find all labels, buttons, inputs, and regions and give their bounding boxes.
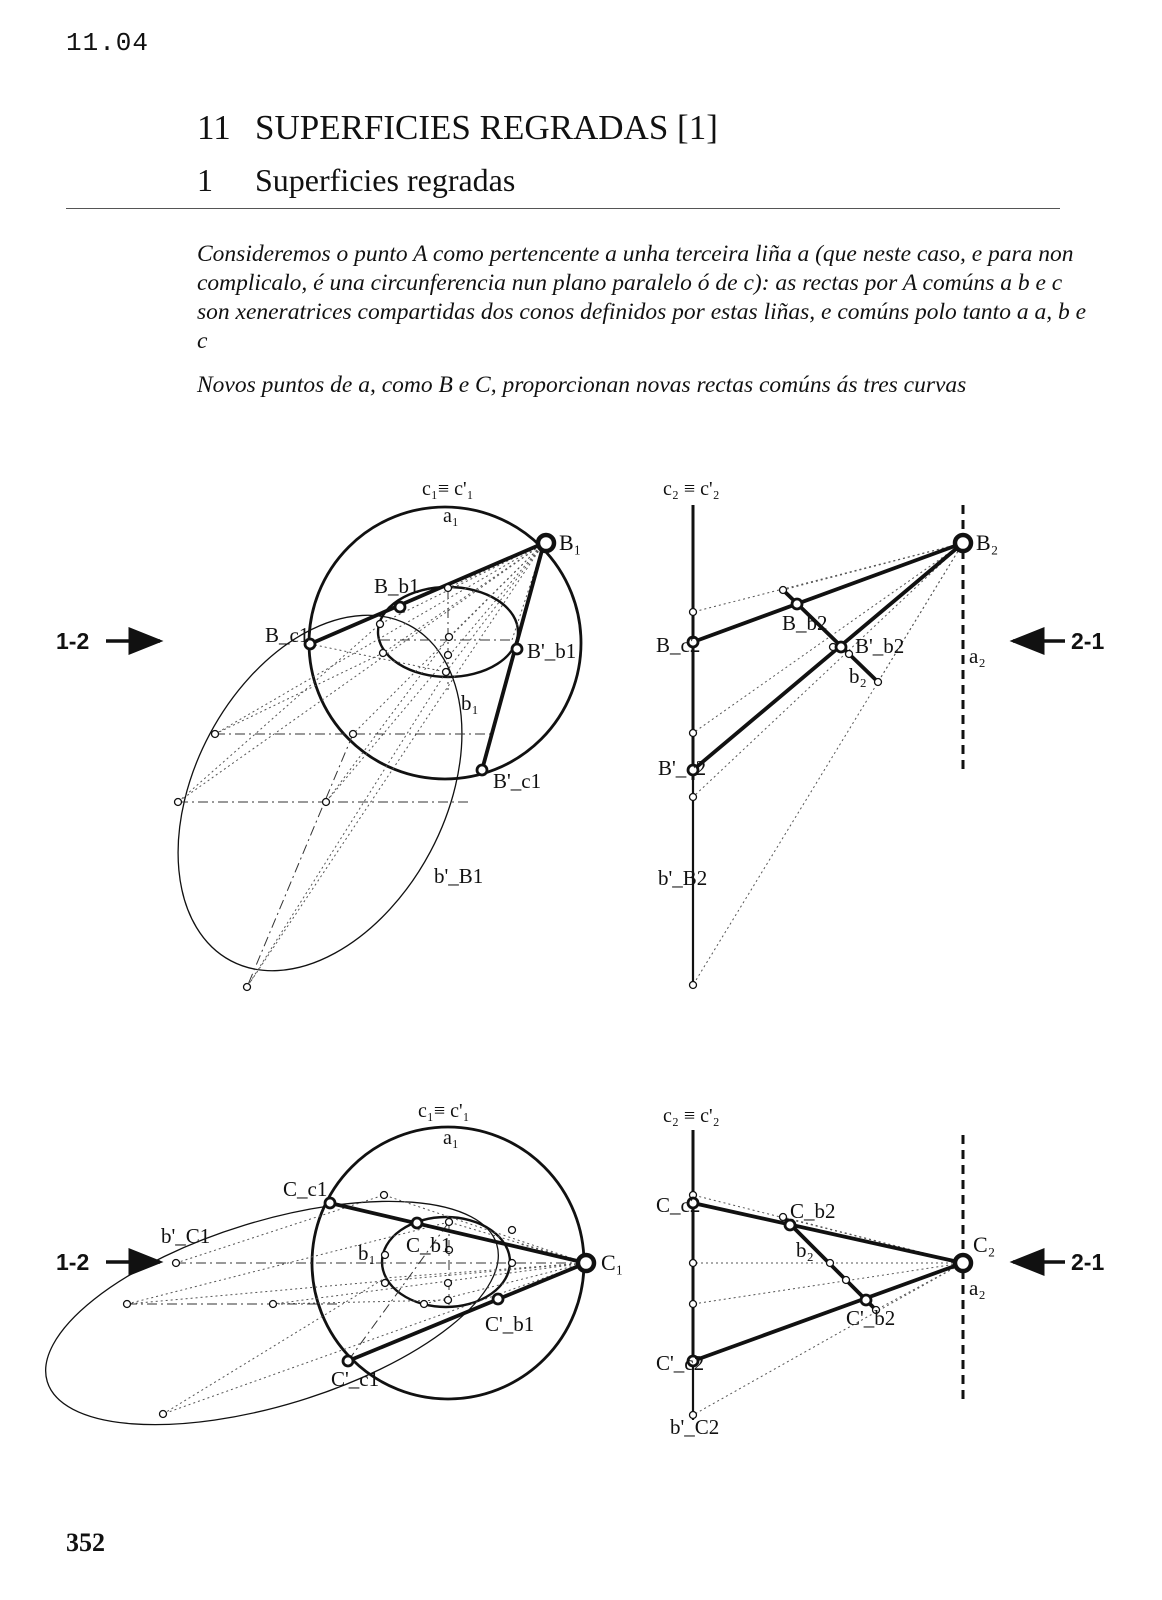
label-Bb2: B_b2	[782, 611, 828, 635]
label-b2-bottom: b₂	[796, 1238, 814, 1262]
label-bpB1: b'_B1	[434, 864, 484, 888]
label-a1-bottom: a₁	[443, 1127, 459, 1149]
curve-bpB1	[120, 567, 519, 1020]
label-Cc1: C_c1	[283, 1177, 328, 1201]
generator-B1-Bc1	[310, 543, 544, 644]
arrow-label-1-2-top: 1-2	[56, 628, 90, 654]
page-code: 11.04	[66, 28, 150, 58]
point-C1	[578, 1255, 594, 1271]
panel-bottom-left	[20, 1100, 623, 1470]
dotted-generators-top-left	[178, 543, 544, 987]
chapter-title: SUPERFICIES REGRADAS [1]	[255, 108, 718, 147]
label-bpC2: b'_C2	[670, 1415, 720, 1439]
label-c2-top: c₂ ≡ c'₂	[663, 478, 720, 500]
generator-B2-Bc2	[693, 543, 963, 642]
label-c1-top: c₁≡ c'₁	[422, 478, 474, 500]
label-a2-bottom: a₂	[969, 1276, 986, 1300]
label-C2: C₂	[973, 1232, 996, 1257]
label-b1-bottom: b₁	[358, 1241, 376, 1265]
point-B1	[538, 535, 554, 551]
label-B1: B₁	[559, 530, 582, 555]
label-Cpc1: C'_c1	[331, 1367, 380, 1391]
panel-top-left	[120, 478, 581, 1019]
label-Bpb1: B'_b1	[527, 639, 577, 663]
label-Bpb2: B'_b2	[855, 634, 905, 658]
curve-bpC1	[20, 1156, 523, 1469]
label-Cpc2: C'_c2	[656, 1351, 705, 1375]
label-Bpc2: B'_c2	[658, 756, 707, 780]
dotted-generators-bottom-right	[693, 1195, 963, 1415]
axis-lines-top-left	[178, 588, 512, 987]
arrow-label-2-1-bottom: 2-1	[1071, 1249, 1105, 1275]
arrow-label-1-2-bottom: 1-2	[56, 1249, 90, 1275]
label-Bc2: B_c2	[656, 633, 701, 657]
label-Cpb2: C'_b2	[846, 1306, 896, 1330]
point-B2	[955, 535, 971, 551]
generator-C2-Cpc2	[693, 1263, 963, 1361]
page-number: 352	[66, 1528, 105, 1557]
section-number: 1	[197, 162, 213, 198]
label-bpB2: b'_B2	[658, 866, 708, 890]
label-c2-bottom: c₂ ≡ c'₂	[663, 1105, 720, 1127]
panel-bottom-right	[656, 1105, 995, 1439]
dotted-generators-top-right	[693, 543, 963, 985]
label-B2: B₂	[976, 530, 999, 555]
paragraph-2: Novos puntos de a, como B e C, proporcionan novas rectas comúns ás tres curvas	[197, 372, 967, 398]
section-title: Superficies regradas	[255, 162, 516, 198]
label-Cb1: C_b1	[406, 1233, 452, 1257]
label-a1-top: a₁	[443, 505, 459, 527]
label-Cb2: C_b2	[790, 1199, 836, 1223]
paragraph-1: Consideremos o punto A como pertencente a unha terceira liña a (que neste caso, e para non complicalo, é una circunferencia nun plano paralelo ó de c): as rectas por A comúns a b e c son xeneratrices compartidas dos conos definidos por estas liñas, e comúns polo tanto a a, b e c	[197, 241, 1087, 354]
label-Bc1: B_c1	[265, 623, 310, 647]
generator-B2-Bpc2	[693, 543, 963, 770]
label-Cc2: C_c2	[656, 1193, 701, 1217]
label-C1: C₁	[601, 1250, 624, 1275]
panel-top-right	[656, 478, 998, 989]
label-a2-top: a₂	[969, 644, 986, 668]
label-b1-top: b₁	[461, 691, 479, 715]
label-Bb1: B_b1	[374, 574, 420, 598]
point-C2	[955, 1255, 971, 1271]
label-Bpc1: B'_c1	[493, 769, 542, 793]
label-bpC1: b'_C1	[161, 1224, 211, 1248]
label-b2-top: b₂	[849, 664, 867, 688]
chapter-number: 11	[197, 108, 231, 147]
label-Cpb1: C'_b1	[485, 1312, 535, 1336]
label-c1-bottom: c₁≡ c'₁	[418, 1100, 470, 1122]
arrow-label-2-1-top: 2-1	[1071, 628, 1105, 654]
